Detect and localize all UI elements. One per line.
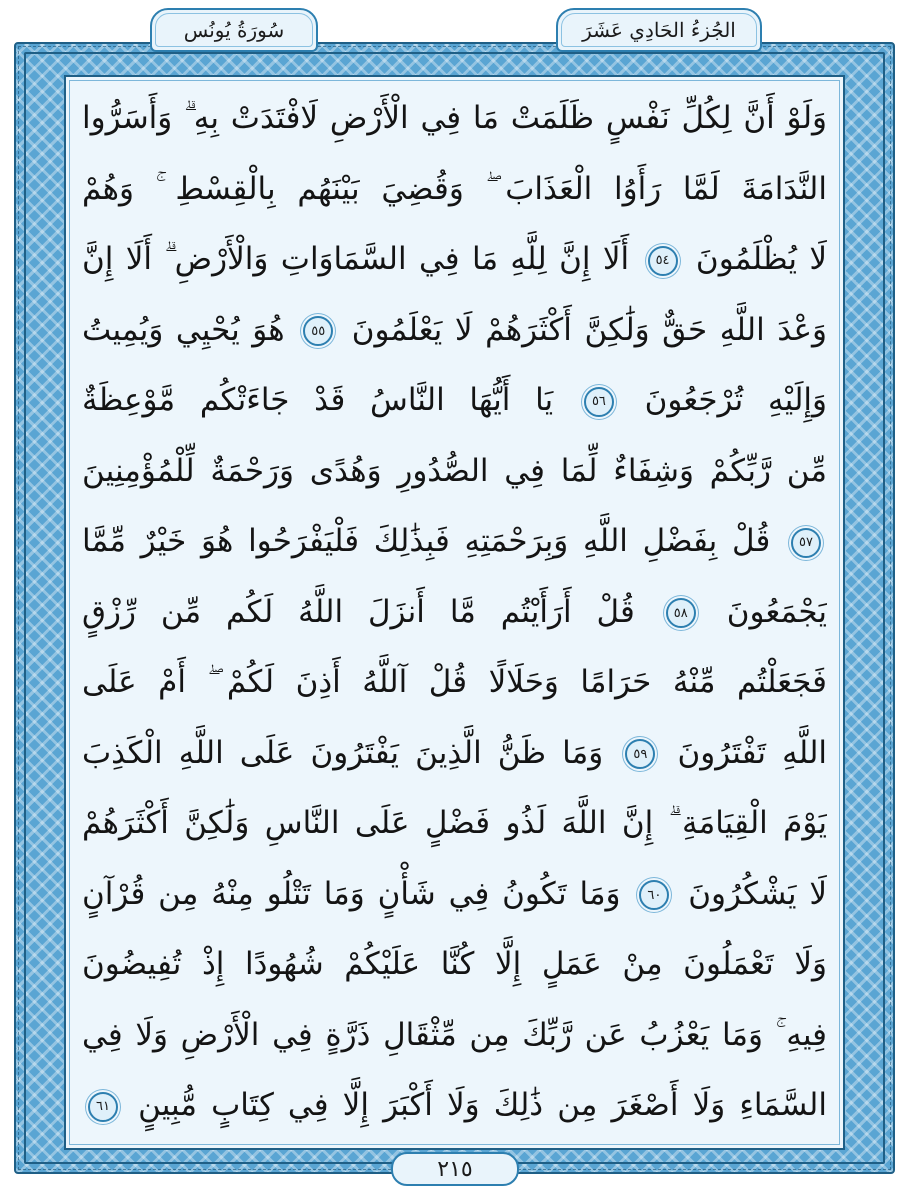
ayah-number-marker: ٥٥ [303, 316, 333, 346]
verse-text: يَا أَيُّهَا النَّاسُ قَدْ جَاءَتْكُم مَّوْعِظَةٌ [82, 382, 554, 418]
verse-line [82, 578, 827, 646]
verse-text: النَّدَامَةَ لَمَّا رَأَوُا الْعَذَابَ ۖ وَقُضِيَ بَيْنَهُم بِالْقِسْطِ ۚ وَهُمْ [82, 170, 827, 207]
ayah-number-marker: ٥٤ [648, 246, 678, 276]
juz-name-label [556, 8, 762, 52]
verse-text: يَجْمَعُونَ [726, 593, 827, 630]
ayah-number-marker: ٥٧ [791, 528, 821, 558]
juz-name-text: الجُزءُ الحَادِي عَشَرَ [582, 18, 736, 42]
verse-line [82, 860, 827, 928]
verse-text: لَا يُظْلَمُونَ [695, 241, 827, 277]
ayah-number-marker: ٥٦ [584, 387, 614, 417]
verse-line [82, 84, 827, 152]
verse-text: يَوْمَ الْقِيَامَةِ ۗ إِنَّ اللَّهَ لَذُو فَضْلٍ عَلَى النَّاسِ وَلَٰكِنَّ أَكْثَرَهُمْ [82, 805, 827, 841]
verse-text: لَا يَشْكُرُونَ [688, 875, 827, 912]
verse-text: هُوَ يُحْيِي وَيُمِيتُ [82, 311, 285, 348]
verse-line [82, 437, 827, 505]
verse-line [82, 719, 827, 787]
verse-text: وَلَوْ أَنَّ لِكُلِّ نَفْسٍ ظَلَمَتْ مَا فِي الْأَرْضِ لَافْتَدَتْ بِهِ ۗ وَأَسَرُّوا [82, 100, 827, 136]
verse-text: مِّن رَّبِّكُمْ وَشِفَاءٌ لِّمَا فِي الصُّدُورِ وَهُدًى وَرَحْمَةٌ لِّلْمُؤْمِنِينَ [82, 452, 827, 489]
ayah-number-marker: ٥٩ [625, 739, 655, 769]
verse-text: أَلَا إِنَّ لِلَّهِ مَا فِي السَّمَاوَاتِ وَالْأَرْضِ ۗ أَلَا إِنَّ [82, 241, 630, 277]
page-number [391, 1152, 519, 1186]
ayah-number-marker: ٦١ [88, 1092, 118, 1122]
verse-line [82, 296, 827, 364]
verse-text: فَجَعَلْتُم مِّنْهُ حَرَامًا وَحَلَالًا قُلْ آللَّهُ أَذِنَ لَكُمْ ۖ أَمْ عَلَى [82, 664, 827, 700]
verse-lines [72, 84, 837, 1144]
verse-text: اللَّهِ تَفْتَرُونَ [677, 734, 827, 771]
ayah-number-marker: ٦٠ [639, 880, 669, 910]
ayah-number-marker: ٥٨ [666, 598, 696, 628]
surah-name-label [150, 8, 318, 52]
verse-line [82, 1071, 827, 1139]
page-number-text: ٢١٥ [437, 1156, 473, 1182]
verse-line [82, 1001, 827, 1069]
verse-text: وَإِلَيْهِ تُرْجَعُونَ [644, 382, 827, 418]
verse-line [82, 930, 827, 998]
verse-text: السَّمَاءِ وَلَا أَصْغَرَ مِن ذَٰلِكَ وَلَا أَكْبَرَ إِلَّا فِي كِتَابٍ مُّبِينٍ [138, 1087, 827, 1123]
verse-text: وَمَا ظَنُّ الَّذِينَ يَفْتَرُونَ عَلَى اللَّهِ الْكَذِبَ [82, 734, 604, 771]
verse-text: وَمَا تَكُونُ فِي شَأْنٍ وَمَا تَتْلُو مِنْهُ مِن قُرْآنٍ [82, 875, 621, 912]
verse-line [82, 225, 827, 293]
verse-text: قُلْ أَرَأَيْتُم مَّا أَنزَلَ اللَّهُ لَكُم مِّن رِّزْقٍ [82, 593, 635, 630]
verse-line [82, 507, 827, 575]
verse-text: وَعْدَ اللَّهِ حَقٌّ وَلَٰكِنَّ أَكْثَرَهُمْ لَا يَعْلَمُونَ [351, 311, 827, 348]
verse-text: قُلْ بِفَضْلِ اللَّهِ وَبِرَحْمَتِهِ فَبِذَٰلِكَ فَلْيَفْرَحُوا هُوَ خَيْرٌ مِّمَّا [82, 523, 771, 559]
surah-name-text: سُورَةُ يُونُس [183, 18, 285, 42]
verse-text: فِيهِ ۚ وَمَا يَعْزُبُ عَن رَّبِّكَ مِن مِّثْقَالِ ذَرَّةٍ فِي الْأَرْضِ وَلَا فِي [82, 1016, 827, 1053]
verse-line [82, 648, 827, 716]
verse-line [82, 366, 827, 434]
verse-line [82, 789, 827, 857]
verse-line [82, 155, 827, 223]
verse-text: وَلَا تَعْمَلُونَ مِنْ عَمَلٍ إِلَّا كُنَّا عَلَيْكُمْ شُهُودًا إِذْ تُفِيضُونَ [82, 946, 827, 982]
